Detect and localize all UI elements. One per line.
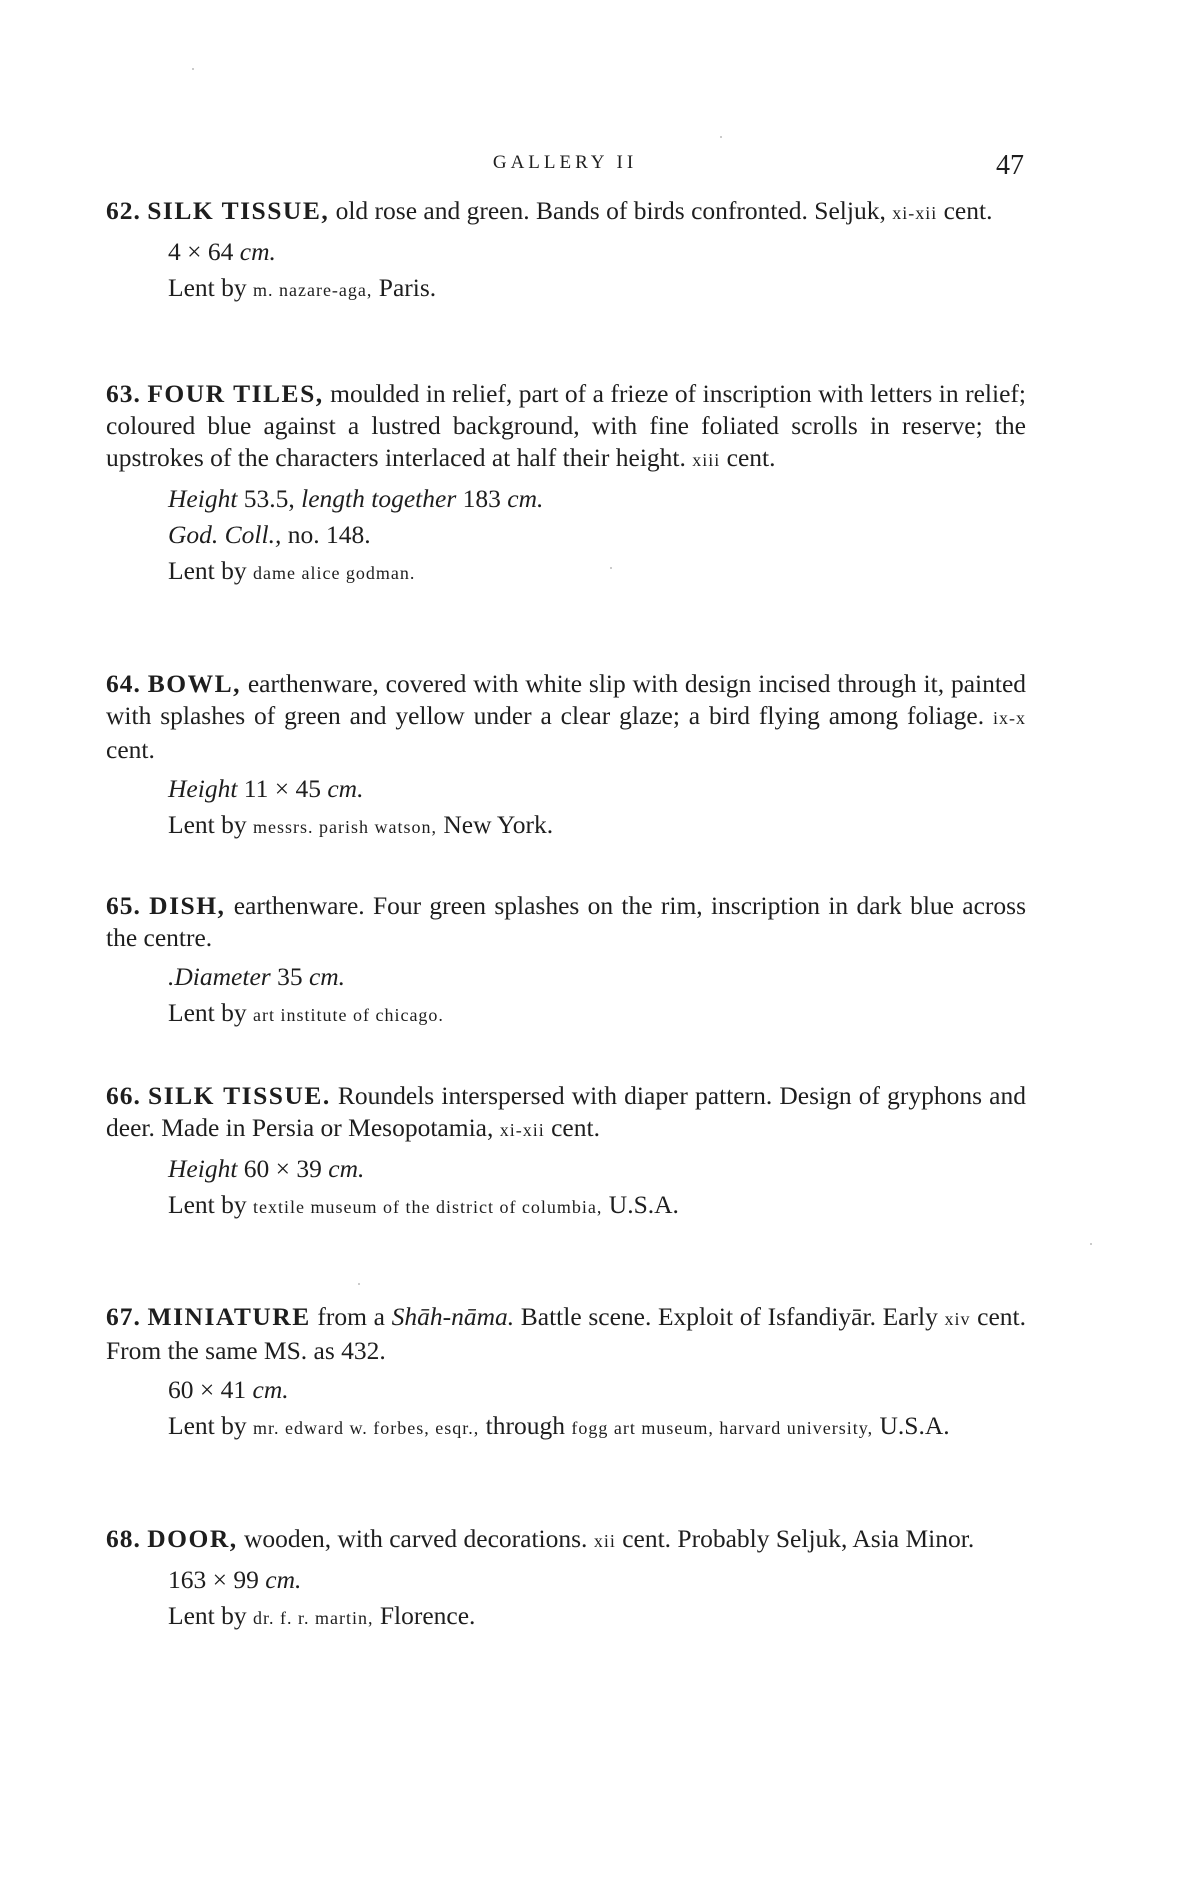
dimensions-unit: cm.	[265, 1565, 302, 1594]
entry-dimensions	[168, 1374, 1026, 1406]
lender-name: mr. edward w. forbes, esqr.,	[252, 1418, 480, 1438]
entry-description	[106, 1523, 1026, 1557]
dimension-label: Height	[168, 484, 238, 513]
lent-mid: through	[479, 1411, 572, 1440]
entry-description	[106, 378, 1026, 476]
lent-suffix: Florence.	[373, 1601, 476, 1630]
entry-text: wooden, with carved decorations.	[237, 1524, 594, 1553]
entry-collection	[168, 519, 1026, 551]
lender-name: art institute of chicago.	[252, 1005, 444, 1025]
entry-text: earthenware, covered with white slip with design incised through it, painted with splashes of green and yellow under a clear glaze; a bird flying among foliage.	[106, 669, 1027, 730]
entry-dimensions	[168, 1153, 1026, 1185]
century: xii	[593, 1531, 616, 1551]
entry-text: old rose and green. Bands of birds confronted. Seljuk,	[329, 196, 893, 225]
lent-prefix: Lent by	[168, 1411, 253, 1440]
century: xiii	[692, 450, 721, 470]
entry-number: 62.	[106, 196, 141, 225]
running-head	[106, 150, 1024, 190]
lender-name: dame alice godman.	[252, 563, 416, 583]
entry-title: DISH,	[149, 891, 226, 920]
entry-number: 68.	[106, 1524, 141, 1553]
lent-suffix: Paris.	[372, 273, 437, 302]
entry-title: SILK TISSUE,	[147, 196, 330, 225]
entry-dimensions	[168, 1564, 1026, 1596]
dimension-value: 53.5,	[237, 484, 302, 513]
catalogue-entry-67	[106, 1301, 1026, 1444]
lent-prefix: Lent by	[168, 998, 253, 1027]
entry-description	[106, 1080, 1026, 1146]
dimensions-unit: cm.	[507, 484, 544, 513]
entry-lender	[168, 1600, 1026, 1634]
dimension-label: Height	[168, 1154, 238, 1183]
entry-text: moulded in relief, part of a frieze of inscription with letters in relief; coloured blue against a lustred background, with fine foliated scrolls in reserve; the upstrokes of the characters interlaced at half their height.	[106, 379, 1026, 472]
dimensions-unit: cm.	[252, 1375, 289, 1404]
entry-description	[106, 668, 1026, 766]
lent-prefix: Lent by	[168, 1601, 253, 1630]
collection-number: no. 148.	[281, 520, 371, 549]
catalogue-entry-66	[106, 1080, 1026, 1223]
entry-description	[106, 890, 1026, 954]
entry-text-end: cent.	[720, 443, 776, 472]
entry-text-end: cent.	[544, 1113, 600, 1142]
lender-institution: fogg art museum, harvard university,	[571, 1418, 874, 1438]
century: ix-x	[993, 708, 1026, 728]
entry-dimensions	[168, 961, 1026, 993]
speck	[192, 68, 194, 70]
catalogue-entry-64	[106, 668, 1026, 843]
entry-title: SILK TISSUE.	[148, 1081, 331, 1110]
catalogue-entry-63	[106, 378, 1026, 589]
entry-lender	[168, 1410, 1026, 1444]
entry-dimensions	[168, 483, 1026, 515]
dimension-value: 35	[270, 962, 309, 991]
entry-lender	[168, 272, 1026, 306]
lent-suffix: U.S.A.	[873, 1411, 950, 1440]
entry-lender	[168, 809, 1026, 843]
catalogue-entry-65	[106, 890, 1026, 1031]
entry-lender	[168, 1189, 1026, 1223]
entry-lender	[168, 555, 1026, 589]
catalogue-entry-62	[106, 195, 1026, 306]
entry-number: 67.	[106, 1302, 141, 1331]
century: xi-xii	[892, 203, 938, 223]
dimensions-unit: cm.	[308, 962, 346, 991]
lent-prefix: Lent by	[168, 556, 253, 585]
speck	[720, 136, 722, 138]
lent-prefix: Lent by	[168, 1190, 253, 1219]
lent-prefix: Lent by	[168, 810, 253, 839]
dimensions-value: 60 × 41	[168, 1375, 253, 1404]
dimensions-unit: cm.	[239, 237, 276, 266]
lender-name: textile museum of the district of columbia,	[252, 1197, 603, 1217]
lent-suffix: U.S.A.	[602, 1190, 679, 1219]
dimension-label: Height	[168, 774, 238, 803]
dimension-value: 183	[456, 484, 508, 513]
page-number: 47	[996, 150, 1024, 181]
entry-text: earthenware. Four green splashes on the rim, inscription in dark blue across the centre.	[106, 891, 1026, 952]
entry-text-mid: Battle scene. Exploit of Isfandiyār. Early	[514, 1302, 945, 1331]
entry-text-end: cent.	[106, 735, 155, 764]
speck	[358, 1283, 360, 1285]
dimensions-value: 163 × 99	[168, 1565, 266, 1594]
entry-description	[106, 1301, 1026, 1367]
entry-text-end: cent. From the same MS. as 432.	[106, 1302, 1026, 1365]
entry-title: BOWL,	[147, 669, 241, 698]
entry-description	[106, 195, 1026, 229]
dimension-label: .Diameter	[168, 962, 271, 991]
running-title: GALLERY II	[492, 152, 638, 173]
entry-dimensions	[168, 773, 1026, 805]
lent-prefix: Lent by	[168, 273, 253, 302]
dimension-label: length together	[301, 484, 457, 513]
entry-text-end: cent.	[937, 196, 993, 225]
entry-text: Roundels interspersed with diaper pattern. Design of gryphons and deer. Made in Persia or Mesopotamia,	[106, 1081, 1026, 1142]
dimensions-value: 4 × 64	[168, 237, 240, 266]
entry-dimensions	[168, 236, 1026, 268]
collection-label: God. Coll.,	[168, 520, 282, 549]
lent-suffix: New York.	[436, 810, 554, 839]
century: xiv	[944, 1309, 971, 1329]
dimension-value: 60 × 39	[237, 1154, 329, 1183]
entry-number: 64.	[106, 669, 141, 698]
speck	[1090, 1243, 1092, 1245]
dimensions-unit: cm.	[328, 1154, 365, 1183]
entry-number: 65.	[106, 891, 141, 920]
century: xi-xii	[499, 1120, 545, 1140]
lender-name: dr. f. r. martin,	[252, 1608, 374, 1628]
lender-name: messrs. parish watson,	[252, 817, 437, 837]
work-title: Shāh-nāma.	[391, 1302, 515, 1331]
entry-number: 66.	[106, 1081, 141, 1110]
lender-name: m. nazare-aga,	[252, 280, 373, 300]
dimension-value: 11 × 45	[237, 774, 328, 803]
entry-text-end: cent. Probably Seljuk, Asia Minor.	[615, 1524, 975, 1553]
entry-title: DOOR,	[147, 1524, 238, 1553]
entry-number: 63.	[106, 379, 141, 408]
entry-text: from a	[310, 1302, 392, 1331]
entry-title: MINIATURE	[147, 1302, 311, 1331]
entry-title: FOUR TILES,	[147, 379, 324, 408]
dimensions-unit: cm.	[327, 774, 364, 803]
entry-lender	[168, 997, 1026, 1031]
catalogue-entry-68	[106, 1523, 1026, 1634]
